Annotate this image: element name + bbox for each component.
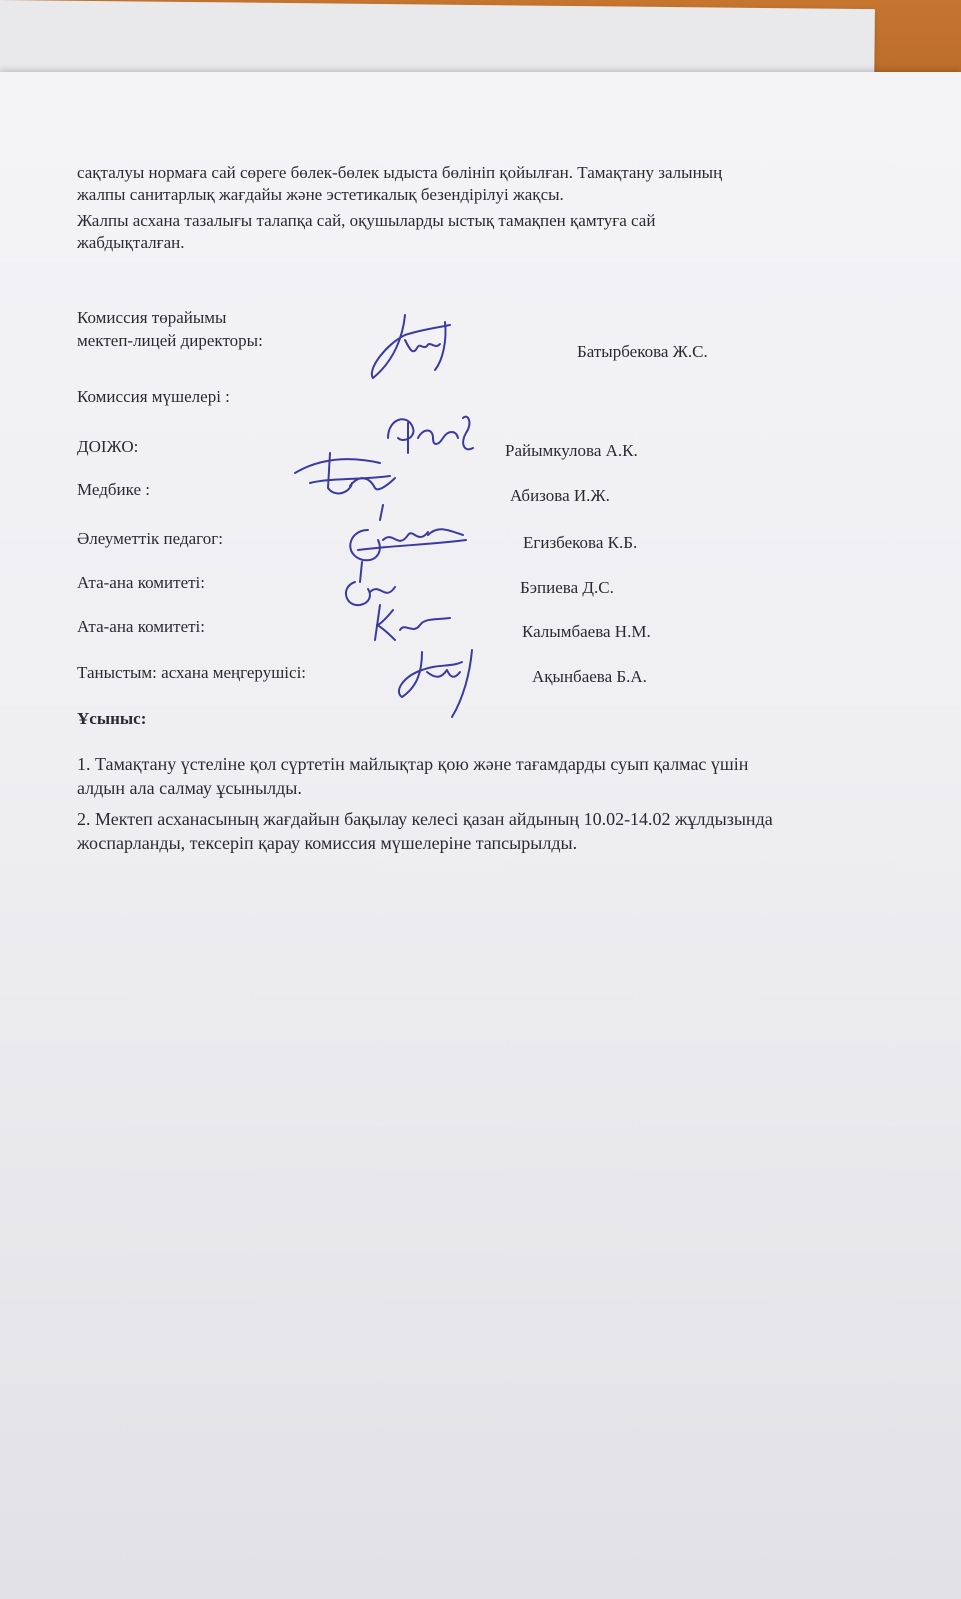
signature-medbike-icon xyxy=(290,448,430,508)
intro-paragraph-1 xyxy=(77,162,900,206)
signature-chair-icon xyxy=(365,310,475,385)
intro-line-3: Жалпы асхана тазалығы талапқа сай, оқушыларды ыстық тамақпен қамтуға сай xyxy=(77,211,656,230)
member-role-canteen-head: Таныстым: асхана меңгерушісі: xyxy=(77,663,307,682)
member-name-canteen-head: Ақынбаева Б.А. xyxy=(532,667,647,686)
document-page xyxy=(0,72,961,1599)
signature-canteen-head-icon xyxy=(392,642,487,722)
proposal-1-line-1: 1. Тамақтану үстеліне қол сүртетін майлықтар қою және тағамдарды суып қалмас үшін xyxy=(77,754,749,774)
signature-parent-2-icon xyxy=(365,600,455,645)
members-heading: Комиссия мүшелері : xyxy=(77,387,230,406)
intro-paragraph-2 xyxy=(77,210,900,254)
proposal-2-line-1: 2. Мектеп асханасының жағдайын бақылау келесі қазан айдының 10.02-14.02 жұлдызында xyxy=(77,809,773,829)
member-role-medbike: Медбике : xyxy=(77,480,150,499)
chair-label-line-1: Комиссия төрайымы xyxy=(77,308,227,327)
chair-name: Батырбекова Ж.С. xyxy=(577,342,708,361)
intro-line-4: жабдықталған. xyxy=(77,233,185,252)
proposal-2 xyxy=(77,807,900,855)
member-name-parent-1: Бэпиева Д.С. xyxy=(520,578,614,597)
intro-line-1: сақталуы нормаға сай сөреге бөлек-бөлек ыдыста бөлініп қойылған. Тамақтану залының xyxy=(77,163,723,182)
member-role-parent-1: Ата-ана комитеті: xyxy=(77,573,205,592)
member-role-parent-2: Ата-ана комитеті: xyxy=(77,617,205,636)
proposal-heading: Ұсыныс: xyxy=(77,709,147,728)
intro-line-2: жалпы санитарлық жағдайы және эстетикалық безендірілуі жақсы. xyxy=(77,185,564,204)
member-role-social-pedagog: Әлеуметтік педагог: xyxy=(77,529,223,548)
member-name-medbike: Абизова И.Ж. xyxy=(510,486,610,505)
proposal-2-line-2: жоспарланды, тексеріп қарау комиссия мүшелеріне тапсырылды. xyxy=(77,833,578,853)
chair-label-line-2: мектеп-лицей директоры: xyxy=(77,331,263,350)
member-name-doizho: Райымкулова А.К. xyxy=(505,441,638,460)
member-name-parent-2: Калымбаева Н.М. xyxy=(522,622,651,641)
member-name-social-pedagog: Егизбекова К.Б. xyxy=(523,533,638,552)
member-role-doizho: ДОІЖО: xyxy=(77,437,139,456)
proposal-1-line-2: алдын ала салмау ұсынылды. xyxy=(77,778,302,798)
proposal-1 xyxy=(77,752,900,800)
